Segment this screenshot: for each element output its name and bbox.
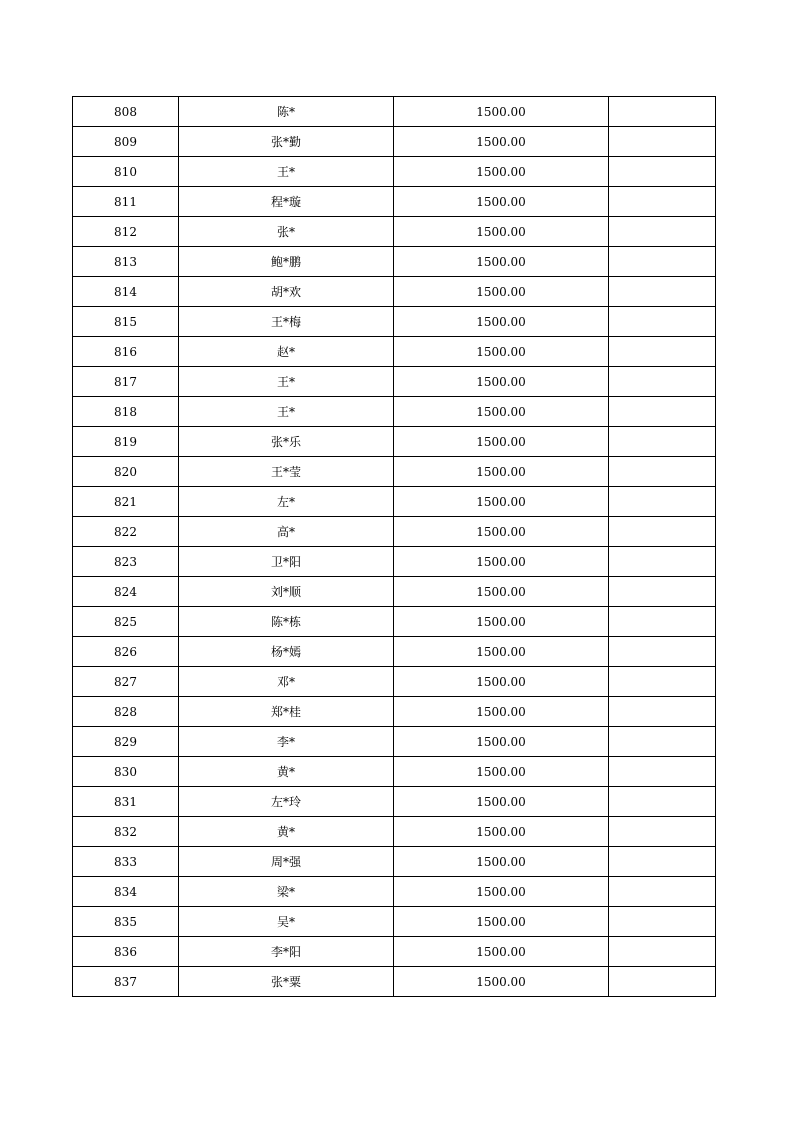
- amount-cell: 1500.00: [394, 427, 609, 457]
- roster-table-body: [73, 97, 716, 997]
- table-row: [73, 757, 716, 787]
- row-number-cell: 818: [73, 397, 179, 427]
- name-cell: 王*莹: [179, 457, 394, 487]
- note-cell: [609, 877, 716, 907]
- name-cell: 王*: [179, 157, 394, 187]
- amount-cell: 1500.00: [394, 547, 609, 577]
- table-row: [73, 217, 716, 247]
- name-cell: 吴*: [179, 907, 394, 937]
- row-number-cell: 826: [73, 637, 179, 667]
- note-cell: [609, 697, 716, 727]
- table-row: [73, 847, 716, 877]
- row-number-cell: 834: [73, 877, 179, 907]
- amount-cell: 1500.00: [394, 757, 609, 787]
- note-cell: [609, 277, 716, 307]
- note-cell: [609, 577, 716, 607]
- table-row: [73, 157, 716, 187]
- note-cell: [609, 637, 716, 667]
- row-number-cell: 821: [73, 487, 179, 517]
- note-cell: [609, 667, 716, 697]
- table-row: [73, 697, 716, 727]
- amount-cell: 1500.00: [394, 937, 609, 967]
- name-cell: 王*梅: [179, 307, 394, 337]
- amount-cell: 1500.00: [394, 367, 609, 397]
- table-row: [73, 817, 716, 847]
- name-cell: 陈*: [179, 97, 394, 127]
- name-cell: 黄*: [179, 817, 394, 847]
- note-cell: [609, 967, 716, 997]
- note-cell: [609, 757, 716, 787]
- table-row: [73, 127, 716, 157]
- table-row: [73, 307, 716, 337]
- name-cell: 张*: [179, 217, 394, 247]
- table-row: [73, 427, 716, 457]
- table-row: [73, 577, 716, 607]
- row-number-cell: 816: [73, 337, 179, 367]
- row-number-cell: 810: [73, 157, 179, 187]
- name-cell: 鲍*鹏: [179, 247, 394, 277]
- note-cell: [609, 427, 716, 457]
- name-cell: 张*乐: [179, 427, 394, 457]
- note-cell: [609, 217, 716, 247]
- row-number-cell: 837: [73, 967, 179, 997]
- table-row: [73, 907, 716, 937]
- table-row: [73, 607, 716, 637]
- table-row: [73, 937, 716, 967]
- name-cell: 胡*欢: [179, 277, 394, 307]
- note-cell: [609, 397, 716, 427]
- table-row: [73, 97, 716, 127]
- amount-cell: 1500.00: [394, 847, 609, 877]
- row-number-cell: 833: [73, 847, 179, 877]
- note-cell: [609, 187, 716, 217]
- note-cell: [609, 97, 716, 127]
- note-cell: [609, 307, 716, 337]
- row-number-cell: 830: [73, 757, 179, 787]
- amount-cell: 1500.00: [394, 667, 609, 697]
- row-number-cell: 819: [73, 427, 179, 457]
- row-number-cell: 811: [73, 187, 179, 217]
- name-cell: 梁*: [179, 877, 394, 907]
- row-number-cell: 835: [73, 907, 179, 937]
- amount-cell: 1500.00: [394, 517, 609, 547]
- row-number-cell: 814: [73, 277, 179, 307]
- row-number-cell: 831: [73, 787, 179, 817]
- row-number-cell: 823: [73, 547, 179, 577]
- note-cell: [609, 787, 716, 817]
- row-number-cell: 825: [73, 607, 179, 637]
- row-number-cell: 813: [73, 247, 179, 277]
- roster-table: [72, 96, 716, 997]
- table-row: [73, 337, 716, 367]
- amount-cell: 1500.00: [394, 487, 609, 517]
- table-row: [73, 397, 716, 427]
- name-cell: 程*璇: [179, 187, 394, 217]
- amount-cell: 1500.00: [394, 397, 609, 427]
- table-row: [73, 367, 716, 397]
- name-cell: 杨*嫣: [179, 637, 394, 667]
- amount-cell: 1500.00: [394, 727, 609, 757]
- note-cell: [609, 517, 716, 547]
- note-cell: [609, 907, 716, 937]
- row-number-cell: 815: [73, 307, 179, 337]
- note-cell: [609, 607, 716, 637]
- amount-cell: 1500.00: [394, 907, 609, 937]
- amount-cell: 1500.00: [394, 697, 609, 727]
- amount-cell: 1500.00: [394, 787, 609, 817]
- note-cell: [609, 157, 716, 187]
- amount-cell: 1500.00: [394, 457, 609, 487]
- table-row: [73, 727, 716, 757]
- table-row: [73, 877, 716, 907]
- amount-cell: 1500.00: [394, 967, 609, 997]
- table-row: [73, 277, 716, 307]
- name-cell: 李*: [179, 727, 394, 757]
- table-row: [73, 187, 716, 217]
- row-number-cell: 820: [73, 457, 179, 487]
- amount-cell: 1500.00: [394, 637, 609, 667]
- row-number-cell: 836: [73, 937, 179, 967]
- amount-cell: 1500.00: [394, 127, 609, 157]
- name-cell: 高*: [179, 517, 394, 547]
- row-number-cell: 812: [73, 217, 179, 247]
- row-number-cell: 822: [73, 517, 179, 547]
- row-number-cell: 817: [73, 367, 179, 397]
- note-cell: [609, 247, 716, 277]
- table-row: [73, 517, 716, 547]
- name-cell: 周*强: [179, 847, 394, 877]
- note-cell: [609, 727, 716, 757]
- table-row: [73, 247, 716, 277]
- row-number-cell: 808: [73, 97, 179, 127]
- amount-cell: 1500.00: [394, 337, 609, 367]
- name-cell: 李*阳: [179, 937, 394, 967]
- name-cell: 刘*顺: [179, 577, 394, 607]
- note-cell: [609, 337, 716, 367]
- note-cell: [609, 487, 716, 517]
- row-number-cell: 827: [73, 667, 179, 697]
- row-number-cell: 832: [73, 817, 179, 847]
- name-cell: 王*: [179, 367, 394, 397]
- row-number-cell: 828: [73, 697, 179, 727]
- name-cell: 邓*: [179, 667, 394, 697]
- row-number-cell: 809: [73, 127, 179, 157]
- row-number-cell: 829: [73, 727, 179, 757]
- table-row: [73, 637, 716, 667]
- amount-cell: 1500.00: [394, 307, 609, 337]
- name-cell: 黄*: [179, 757, 394, 787]
- name-cell: 王*: [179, 397, 394, 427]
- table-row: [73, 967, 716, 997]
- table-row: [73, 667, 716, 697]
- amount-cell: 1500.00: [394, 877, 609, 907]
- note-cell: [609, 547, 716, 577]
- name-cell: 张*粟: [179, 967, 394, 997]
- note-cell: [609, 367, 716, 397]
- name-cell: 卫*阳: [179, 547, 394, 577]
- note-cell: [609, 937, 716, 967]
- note-cell: [609, 847, 716, 877]
- note-cell: [609, 127, 716, 157]
- amount-cell: 1500.00: [394, 217, 609, 247]
- note-cell: [609, 457, 716, 487]
- amount-cell: 1500.00: [394, 187, 609, 217]
- name-cell: 郑*桂: [179, 697, 394, 727]
- name-cell: 陈*栋: [179, 607, 394, 637]
- amount-cell: 1500.00: [394, 277, 609, 307]
- amount-cell: 1500.00: [394, 577, 609, 607]
- amount-cell: 1500.00: [394, 97, 609, 127]
- amount-cell: 1500.00: [394, 817, 609, 847]
- amount-cell: 1500.00: [394, 157, 609, 187]
- name-cell: 左*: [179, 487, 394, 517]
- row-number-cell: 824: [73, 577, 179, 607]
- name-cell: 张*勤: [179, 127, 394, 157]
- table-row: [73, 787, 716, 817]
- amount-cell: 1500.00: [394, 247, 609, 277]
- table-row: [73, 487, 716, 517]
- name-cell: 左*玲: [179, 787, 394, 817]
- table-row: [73, 457, 716, 487]
- name-cell: 赵*: [179, 337, 394, 367]
- amount-cell: 1500.00: [394, 607, 609, 637]
- note-cell: [609, 817, 716, 847]
- table-row: [73, 547, 716, 577]
